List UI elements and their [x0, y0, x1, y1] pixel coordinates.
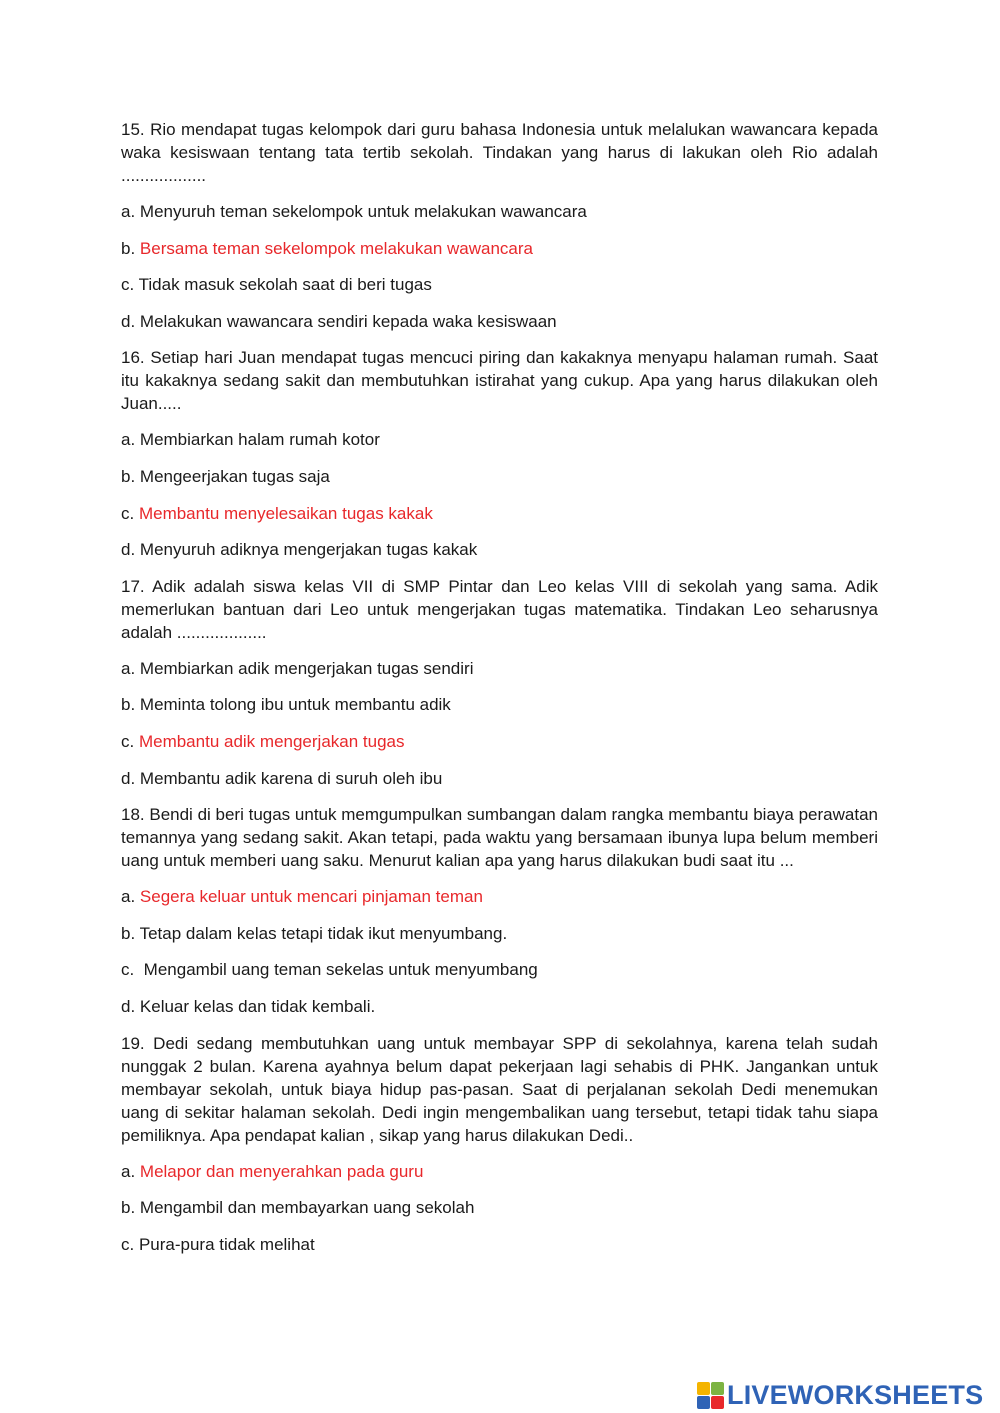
liveworksheets-logo-icon [697, 1382, 724, 1409]
option-18-d[interactable]: d. Keluar kelas dan tidak kembali. [121, 996, 376, 1016]
marked-answer: Membantu menyelesaikan tugas kakak [138, 503, 433, 523]
marked-answer: Membantu adik mengerjakan tugas [138, 731, 405, 751]
option-19-c[interactable]: c. Pura-pura tidak melihat [121, 1234, 315, 1254]
option-17-b[interactable]: b. Meminta tolong ibu untuk membantu adik [121, 695, 451, 715]
liveworksheets-brand [697, 1380, 983, 1411]
option-17-a[interactable]: a. Membiarkan adik mengerjakan tugas sendiri [121, 658, 474, 678]
option-17-c[interactable]: c. Membantu adik mengerjakan tugas [121, 731, 405, 751]
question-17: 17. Adik adalah siswa kelas VII di SMP Pintar dan Leo kelas VIII di sekolah yang sama. Adik memerlukan bantuan dari Leo untuk mengerjakan tugas matematika. Tindakan Leo seharusnya adalah ................... [121, 576, 878, 642]
marked-answer: Melapor dan menyerahkan pada guru [139, 1161, 424, 1181]
question-15: 15. Rio mendapat tugas kelompok dari guru bahasa Indonesia untuk melalukan wawancara kepada waka kesiswaan tentang tata tertib sekolah. Tindakan yang harus di lakukan oleh Rio adalah .................. [121, 120, 878, 185]
worksheet-page [121, 118, 878, 1269]
option-16-b[interactable]: b. Mengeerjakan tugas saja [121, 466, 330, 486]
option-15-a[interactable]: a. Menyuruh teman sekelompok untuk melakukan wawancara [121, 202, 587, 221]
option-18-a[interactable]: a. Segera keluar untuk mencari pinjaman teman [121, 887, 483, 907]
question-19: 19. Dedi sedang membutuhkan uang untuk membayar SPP di sekolahnya, karena telah sudah nunggak 2 bulan. Karena ayahnya belum dapat pekerjaan lagi sehabis di PHK. Jangankan untuk membayar sekolah, untuk biaya hidup pas-pasan. Saat di perjalanan sekolah Dedi menemukan uang di sekitar halaman sekolah. Dedi ingin mengembalikan uang tersebut, tetapi tidak tahu siapa pemiliknya. Apa pendapat kalian , sikap yang harus dilakukan Dedi.. [121, 1033, 878, 1145]
marked-answer: Bersama teman sekelompok melakukan wawancara [139, 238, 533, 258]
option-17-d[interactable]: d. Membantu adik karena di suruh oleh ibu [121, 768, 443, 788]
option-19-a[interactable]: a. Melapor dan menyerahkan pada guru [121, 1161, 424, 1181]
option-15-d[interactable]: d. Melakukan wawancara sendiri kepada waka kesiswaan [121, 311, 557, 331]
option-16-d[interactable]: d. Menyuruh adiknya mengerjakan tugas kakak [121, 540, 478, 560]
option-16-c[interactable]: c. Membantu menyelesaikan tugas kakak [121, 503, 433, 523]
question-18: 18. Bendi di beri tugas untuk memgumpulkan sumbangan dalam rangka membantu biaya perawatan temannya yang sedang sakit. Akan tetapi, pada waktu yang bersamaan ibunya lupa belum memberi uang untuk memberi uang saku. Menurut kalian apa yang harus dilakukan budi saat itu ... [121, 805, 878, 871]
option-18-c[interactable]: c. Mengambil uang teman sekelas untuk menyumbang [121, 960, 538, 980]
question-16: 16. Setiap hari Juan mendapat tugas mencuci piring dan kakaknya menyapu halaman rumah. Saat itu kakaknya sedang sakit dan membutuhkan istirahat yang cukup. Apa yang harus dilakukan oleh Juan..... [121, 348, 878, 414]
option-18-b[interactable]: b. Tetap dalam kelas tetapi tidak ikut menyumbang. [121, 923, 508, 943]
brand-name: LIVEWORKSHEETS [727, 1380, 984, 1410]
option-19-b[interactable]: b. Mengambil dan membayarkan uang sekolah [121, 1198, 475, 1218]
marked-answer: Segera keluar untuk mencari pinjaman teman [139, 887, 483, 907]
option-15-b[interactable]: b. Bersama teman sekelompok melakukan wawancara [121, 238, 533, 258]
option-15-c[interactable]: c. Tidak masuk sekolah saat di beri tugas [121, 275, 432, 295]
option-16-a[interactable]: a. Membiarkan halam rumah kotor [121, 430, 380, 450]
